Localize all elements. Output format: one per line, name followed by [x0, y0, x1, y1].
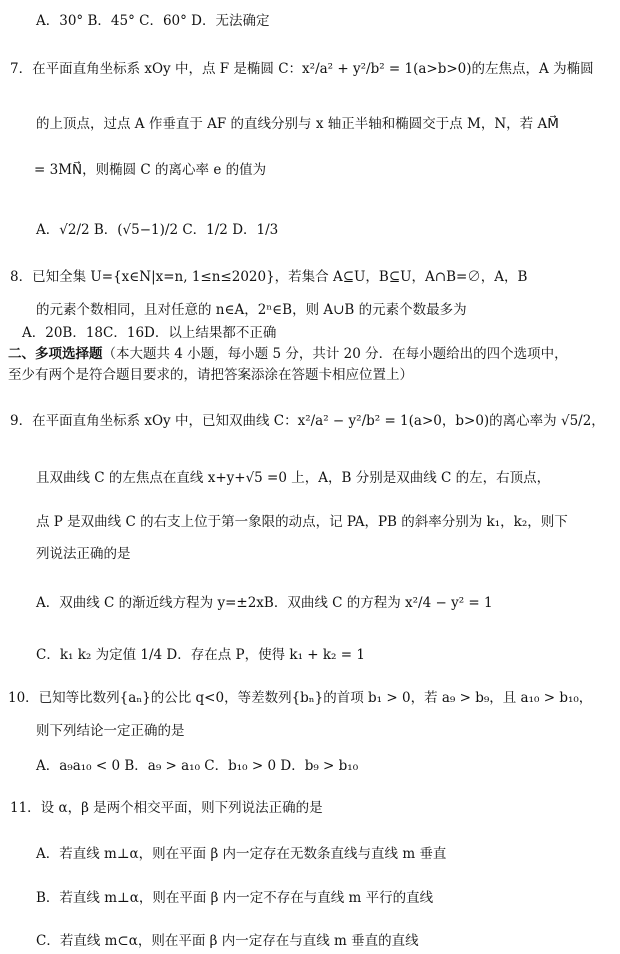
q7-options: A．√2/2 B．(√5−1)/2 C．1/2 D．1/3	[36, 222, 279, 238]
q10-stem-line1: 10．已知等比数列{aₙ}的公比 q<0，等差数列{bₙ}的首项 b₁ > 0，若 a₉ > b₉，且 a₁₀ > b₁₀，	[8, 690, 593, 706]
q11-option-c: C．若直线 m⊂α，则在平面 β 内一定存在与直线 m 垂直的直线	[36, 933, 419, 949]
q9-stem-line4: 列说法正确的是	[36, 546, 131, 562]
q7-stem-line2: 的上顶点，过点 A 作垂直于 AF 的直线分别与 x 轴正半轴和椭圆交于点 M，N，若 AM⃗	[36, 116, 559, 132]
q11-stem: 11．设 α，β 是两个相交平面，则下列说法正确的是	[10, 800, 323, 816]
q9-stem-line2: 且双曲线 C 的左焦点在直线 x+y+√5 =0 上，A，B 分别是双曲线 C 的左，右顶点，	[36, 470, 551, 486]
q9-options-ab: A．双曲线 C 的渐近线方程为 y=±2xB．双曲线 C 的方程为 x²/4 − y² = 1	[36, 595, 493, 611]
section-description: （本大题共 4 小题，每小题 5 分，共计 20 分．在每小题给出的四个选项中，	[102, 346, 568, 362]
section-heading	[8, 345, 620, 363]
q8-options: A．20B．18C．16D．以上结果都不正确	[22, 325, 277, 341]
q10-stem-line2: 则下列结论一定正确的是	[36, 723, 185, 739]
q9-stem-line1: 9．在平面直角坐标系 xOy 中，已知双曲线 C：x²/a² − y²/b² = 1(a>0，b>0)的离心率为 √5/2，	[10, 413, 605, 429]
q8-stem-line2: 的元素个数相同，且对任意的 n∈A，2ⁿ∈B，则 A∪B 的元素个数最多为	[36, 302, 467, 318]
section-title: 二、多项选择题	[8, 346, 103, 362]
q6-options: A．30° B．45° C．60° D．无法确定	[36, 13, 270, 29]
q9-options-cd: C．k₁ k₂ 为定值 1/4 D．存在点 P，使得 k₁ + k₂ = 1	[36, 647, 365, 663]
q11-option-a: A．若直线 m⊥α，则在平面 β 内一定存在无数条直线与直线 m 垂直	[36, 846, 447, 862]
q11-option-b: B．若直线 m⊥α，则在平面 β 内一定不存在与直线 m 平行的直线	[36, 890, 434, 906]
section-description-line2: 至少有两个是符合题目要求的，请把答案添涂在答题卡相应位置上）	[8, 367, 413, 383]
q9-stem-line3: 点 P 是双曲线 C 的右支上位于第一象限的动点，记 PA，PB 的斜率分别为 k₁，k₂，则下	[36, 514, 568, 530]
q10-options: A．a₉a₁₀ < 0 B．a₉ > a₁₀ C．b₁₀ > 0 D．b₉ > b₁₀	[36, 758, 359, 774]
q7-stem-line3: = 3MN⃗，则椭圆 C 的离心率 e 的值为	[34, 162, 267, 178]
q8-stem-line1: 8．已知全集 U={x∈N|x=n, 1≤n≤2020}，若集合 A⊆U，B⊆U，A∩B=∅，A，B	[10, 269, 528, 285]
q7-stem-line1: 7．在平面直角坐标系 xOy 中，点 F 是椭圆 C：x²/a² + y²/b² = 1(a>b>0)的左焦点，A 为椭圆	[10, 61, 594, 77]
